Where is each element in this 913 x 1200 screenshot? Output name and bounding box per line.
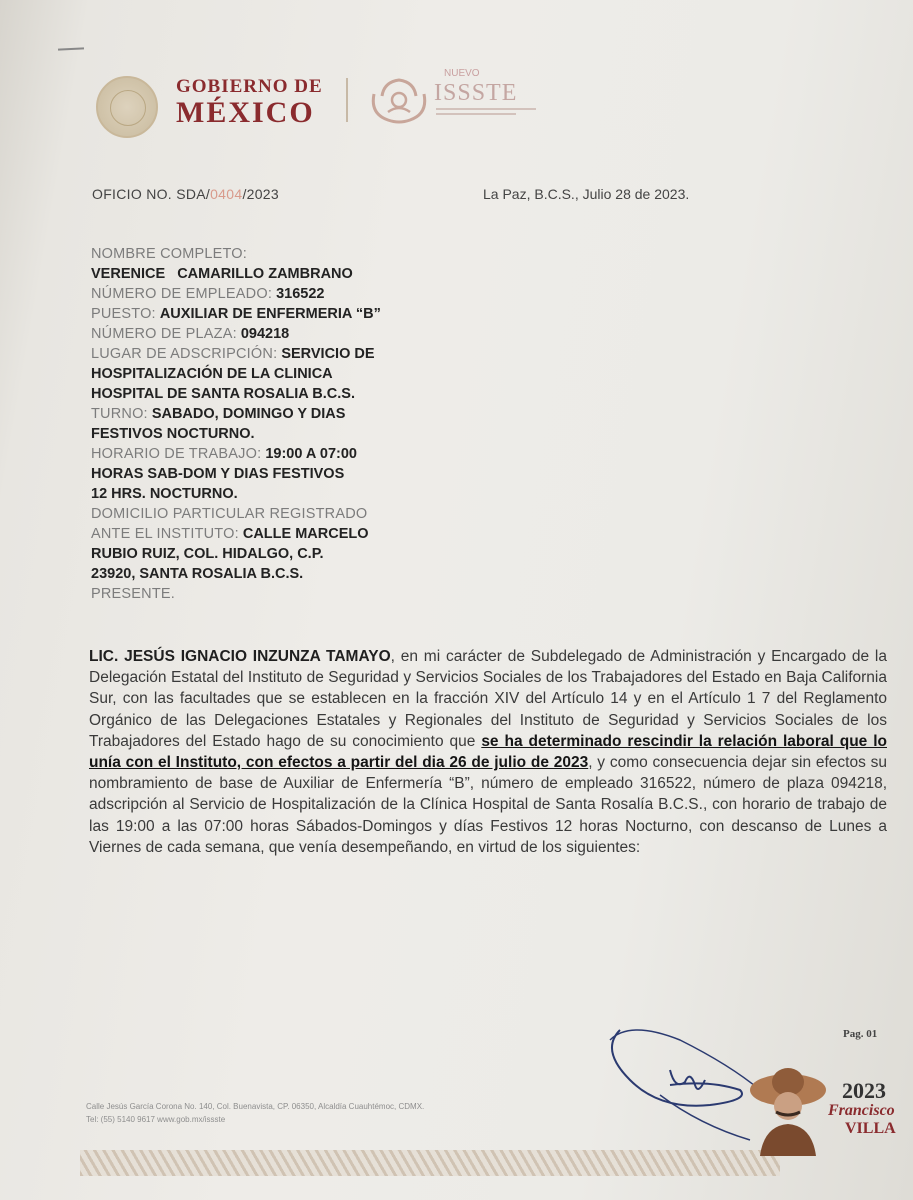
header-divider <box>346 78 348 122</box>
francisco-villa-portrait-icon <box>748 1060 828 1156</box>
gov-line-1: GOBIERNO DE <box>176 76 323 97</box>
government-logo-text <box>176 76 346 128</box>
footer-address: Calle Jesús García Corona No. 140, Col. Buenavista, CP. 06350, Alcaldía Cuauhtémoc, CDMX. Tel: (55) 5140 9617 www.gob.mx/issste <box>86 1102 425 1124</box>
oficio-number-value: 0404 <box>210 186 243 202</box>
employee-address-row: DOMICILIO PARTICULAR REGISTRADO <box>91 506 368 522</box>
termination-statement: se ha determinado rescindir la relación laboral que lo unía con el Instituto, con efectos a partir del dia 26 de julio de 2023 <box>89 732 887 772</box>
employee-plaza-row: NÚMERO DE PLAZA: 094218 <box>91 326 290 342</box>
presente-label: PRESENTE. <box>91 586 175 602</box>
paper-mark <box>58 47 84 50</box>
employee-position-row: PUESTO: AUXILIAR DE ENFERMERIA “B” <box>91 306 381 322</box>
employee-schedule-row: HORARIO DE TRABAJO: 19:00 A 07:00 <box>91 446 357 462</box>
employee-number-row: NÚMERO DE EMPLEADO: 316522 <box>91 286 325 302</box>
gov-line-2: MÉXICO <box>176 96 315 129</box>
emblem-name-2: VILLA <box>845 1120 896 1137</box>
oficio-number: OFICIO NO. SDA/0404/2023 <box>92 186 279 202</box>
page-number: Pag. 01 <box>843 1028 878 1040</box>
employee-assignment-row: LUGAR DE ADSCRIPCIÓN: SERVICIO DE <box>91 346 375 362</box>
emblem-year: 2023 <box>842 1078 886 1103</box>
issste-name: ISSSTE <box>434 80 518 106</box>
employee-shift-row: TURNO: SABADO, DOMINGO Y DIAS <box>91 406 346 422</box>
notice-paragraph: LIC. JESÚS IGNACIO INZUNZA TAMAYO, en mi carácter de Subdelegado de Administración y Encargado de la Delegación Estatal del Instituto de Seguridad y Servicios Sociales de los Trabajadores del Estado en Baja California Sur, con las facultades que se establecen en la fracción XIV del Artículo 14 y en el Artículo 1 7 del Reglamento Orgánico de las Delegaciones Estatales y Regionales del Instituto de Seguridad y Servicios Sociales de los Trabajadores del Estado hago de su conocimiento que se ha determinado rescindir la relación laboral que lo unía con el Instituto, con efectos a partir del dia 26 de julio de 2023, y como consecuencia dejar sin efectos su nombramiento de base de Auxiliar de Enfermería “B”, número de empleado 316522, número de plaza 094218, adscripción al Servicio de Hospitalización de la Clínica Hospital de Santa Rosalía B.C.S., con horario de trabajo de las 19:00 a las 07:00 horas Sábados-Domingos y días Festivos 12 horas Nocturno, con descanso de Lunes a Viernes de cada semana, que venía desempeñando, en virtud de los siguientes: <box>89 648 887 856</box>
mexico-seal-icon <box>96 76 158 138</box>
issste-nuevo-label: NUEVO <box>444 68 480 79</box>
issste-subtitle-lines <box>436 108 536 118</box>
footer-pattern <box>80 1150 780 1176</box>
emblem-name-1: Francisco <box>828 1102 895 1119</box>
signer-name: LIC. JESÚS IGNACIO INZUNZA TAMAYO <box>89 648 391 665</box>
employee-details: NOMBRE COMPLETO: VERENICE CAMARILLO ZAMBRANO NÚMERO DE EMPLEADO: 316522 PUESTO: AUXILIAR DE ENFERMERIA “B” NÚMERO DE PLAZA: 094218 LUGAR DE ADSCRIPCIÓN: SERVICIO DE HOSPITALIZACIÓN DE LA CLINICA HOSPITAL DE SANTA ROSALIA B.C.S. TURNO: SABADO, DOMINGO Y DIAS FESTIVOS NOCTURNO. HORARIO DE TRABAJO: 19:00 A 07:00 HORAS SAB-DOM Y DIAS FESTIVOS 12 HRS. NOCTURNO. DOMICILIO PARTICULAR REGISTRADO ANTE EL INSTITUTO: CALLE MARCELO RUBIO RUIZ, COL. HIDALGO, C.P. 23920, SANTA ROSALIA B.C.S. PRESENTE. <box>91 244 511 604</box>
document-date: La Paz, B.C.S., Julio 28 de 2023. <box>483 186 690 202</box>
employee-name-row: NOMBRE COMPLETO: VERENICE CAMARILLO ZAMBRANO <box>91 246 353 282</box>
issste-logo-icon <box>368 74 430 126</box>
